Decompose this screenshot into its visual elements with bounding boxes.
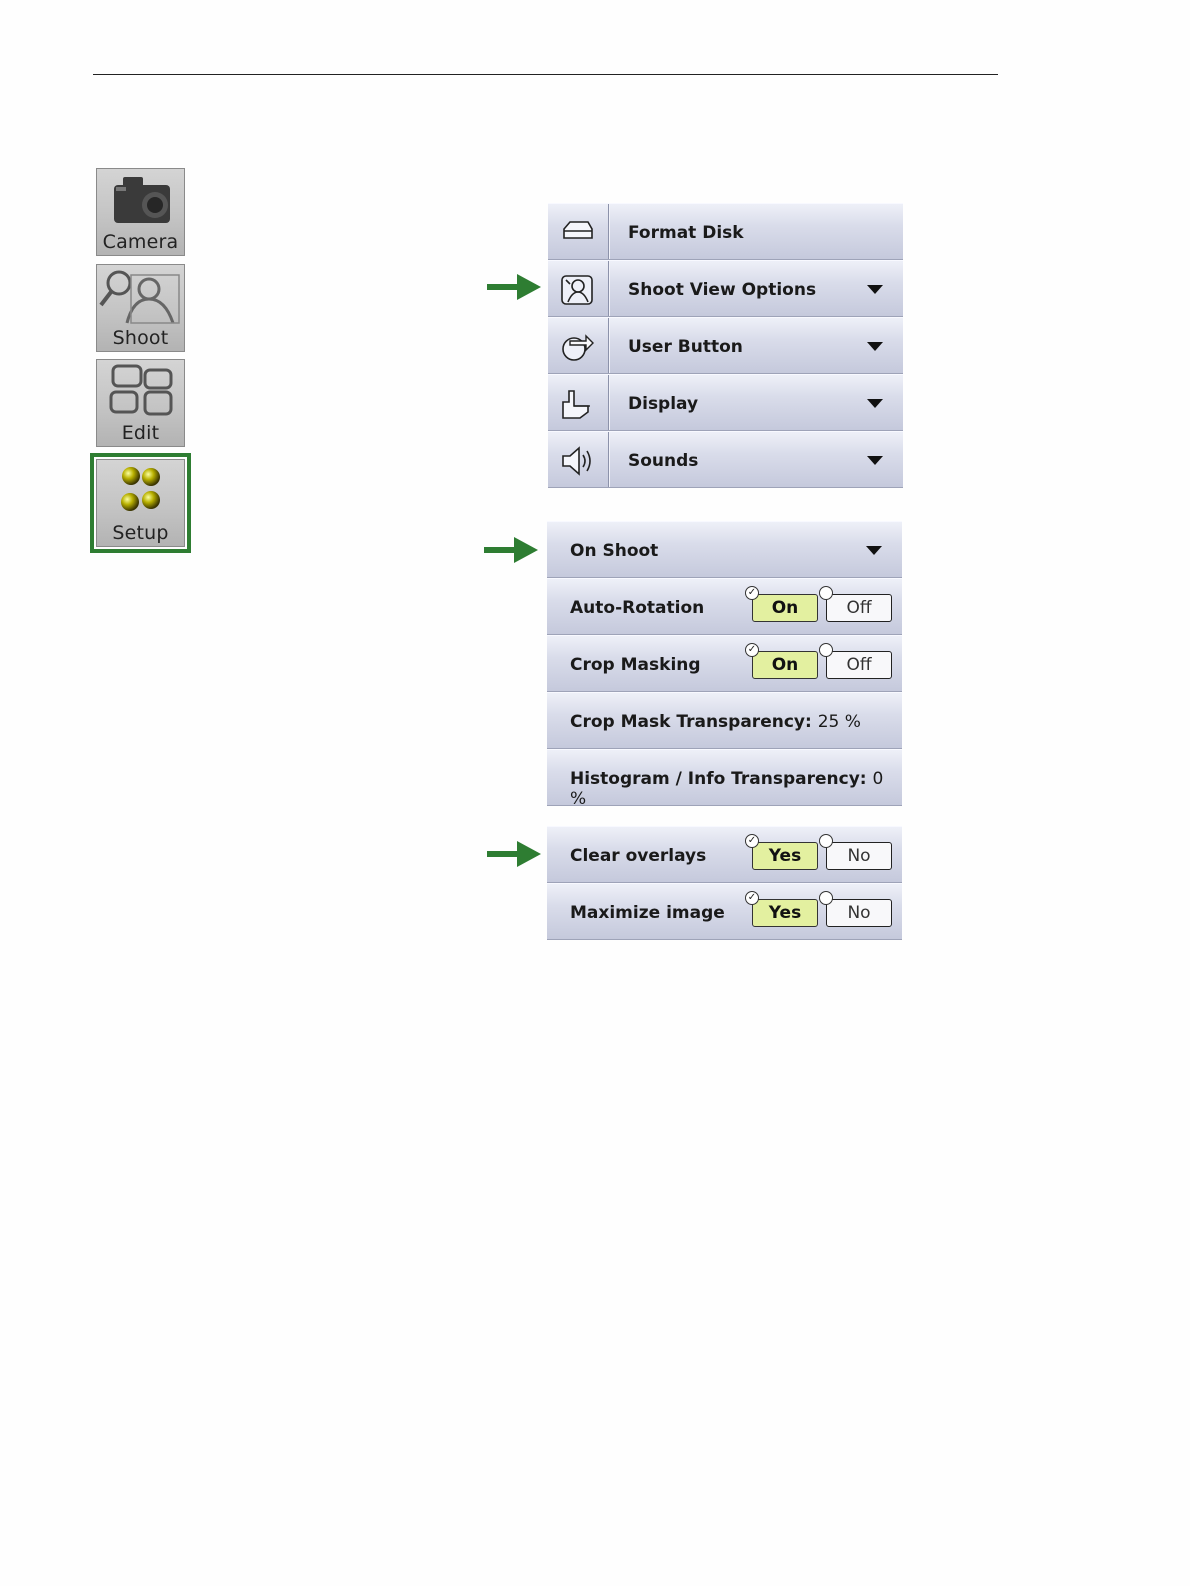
shoot-mode-button[interactable] [96, 264, 185, 352]
crop-masking-row [547, 635, 902, 692]
checked-radio-icon: ✓ [745, 643, 759, 657]
option-label: Off [846, 598, 872, 618]
auto-rotation-row [547, 578, 902, 635]
menu-item-label: Display [628, 394, 699, 414]
disk-icon [560, 217, 594, 247]
maximize-image-yes-option[interactable] [747, 892, 818, 927]
shoot-icon [97, 265, 186, 331]
radio-icon [819, 891, 833, 905]
menu-item-sounds[interactable] [548, 431, 903, 488]
pointer-arrow-icon [484, 537, 538, 563]
on-shoot-label: On Shoot [570, 541, 659, 561]
crop-masking-off-option[interactable] [826, 651, 892, 679]
crop-mask-transparency-label [570, 712, 861, 732]
setup-icon [97, 460, 186, 526]
auto-rotation-off-option[interactable] [826, 594, 892, 622]
setting-value: 0 % [570, 769, 884, 809]
option-label: Yes [768, 903, 802, 923]
maximize-image-label: Maximize image [570, 903, 725, 923]
menu-item-label: Format Disk [628, 223, 744, 243]
option-label: No [847, 903, 871, 923]
checked-radio-icon: ✓ [745, 834, 759, 848]
setup-menu [548, 203, 903, 488]
radio-icon [819, 834, 833, 848]
menu-item-user-button[interactable] [548, 317, 903, 374]
crop-masking-on-option[interactable] [747, 644, 818, 679]
icon-cell [548, 261, 609, 316]
setting-name: Histogram / Info Transparency: [570, 769, 867, 789]
user-button-icon [560, 331, 594, 363]
icon-cell [548, 204, 609, 259]
pointer-arrow-icon [487, 841, 541, 867]
edit-icon [97, 360, 186, 426]
edit-mode-button[interactable] [96, 359, 185, 447]
on-shoot-header[interactable] [547, 521, 902, 578]
display-icon [560, 388, 594, 420]
clear-overlays-yes-option[interactable] [747, 835, 818, 870]
crop-mask-transparency-row[interactable] [547, 692, 902, 749]
menu-item-shoot-view-options[interactable] [548, 260, 903, 317]
shoot-mode-label: Shoot [112, 327, 169, 349]
speaker-icon [560, 445, 594, 477]
checked-radio-icon: ✓ [745, 891, 759, 905]
auto-rotation-on-option[interactable] [747, 587, 818, 622]
option-label: On [771, 655, 799, 675]
setup-mode-button[interactable] [96, 459, 185, 547]
chevron-down-icon[interactable] [866, 546, 882, 555]
option-label: Off [846, 655, 872, 675]
chevron-down-icon[interactable] [867, 399, 883, 408]
setting-value: 25 % [817, 712, 861, 732]
checked-radio-icon: ✓ [745, 586, 759, 600]
icon-cell [548, 375, 609, 430]
setup-mode-label: Setup [112, 522, 169, 544]
menu-item-label: Sounds [628, 451, 699, 471]
auto-rotation-label: Auto-Rotation [570, 598, 705, 618]
icon-cell [548, 318, 609, 373]
overlay-menu [547, 826, 902, 940]
chevron-down-icon[interactable] [867, 285, 883, 294]
radio-icon [819, 643, 833, 657]
shoot-view-icon [560, 274, 594, 306]
clear-overlays-label: Clear overlays [570, 846, 707, 866]
menu-item-display[interactable] [548, 374, 903, 431]
option-label: On [771, 598, 799, 618]
chevron-down-icon[interactable] [867, 342, 883, 351]
edit-mode-label: Edit [121, 422, 160, 444]
radio-icon [819, 586, 833, 600]
camera-mode-button[interactable] [96, 168, 185, 256]
clear-overlays-no-option[interactable] [826, 842, 892, 870]
menu-item-label: User Button [628, 337, 743, 357]
header-rule [93, 74, 998, 75]
setting-name: Crop Mask Transparency: [570, 712, 812, 732]
pointer-arrow-icon [487, 274, 541, 300]
on-shoot-menu [547, 521, 902, 809]
menu-item-label: Shoot View Options [628, 280, 817, 300]
icon-cell [548, 432, 609, 487]
camera-icon [97, 169, 186, 235]
chevron-down-icon[interactable] [867, 456, 883, 465]
maximize-image-no-option[interactable] [826, 899, 892, 927]
option-label: Yes [768, 846, 802, 866]
menu-item-format-disk[interactable] [548, 203, 903, 260]
histogram-transparency-label [570, 769, 902, 809]
camera-mode-label: Camera [102, 231, 179, 253]
clear-overlays-row [547, 826, 902, 883]
crop-masking-label: Crop Masking [570, 655, 701, 675]
histogram-transparency-row[interactable] [547, 749, 902, 809]
option-label: No [847, 846, 871, 866]
maximize-image-row [547, 883, 902, 940]
